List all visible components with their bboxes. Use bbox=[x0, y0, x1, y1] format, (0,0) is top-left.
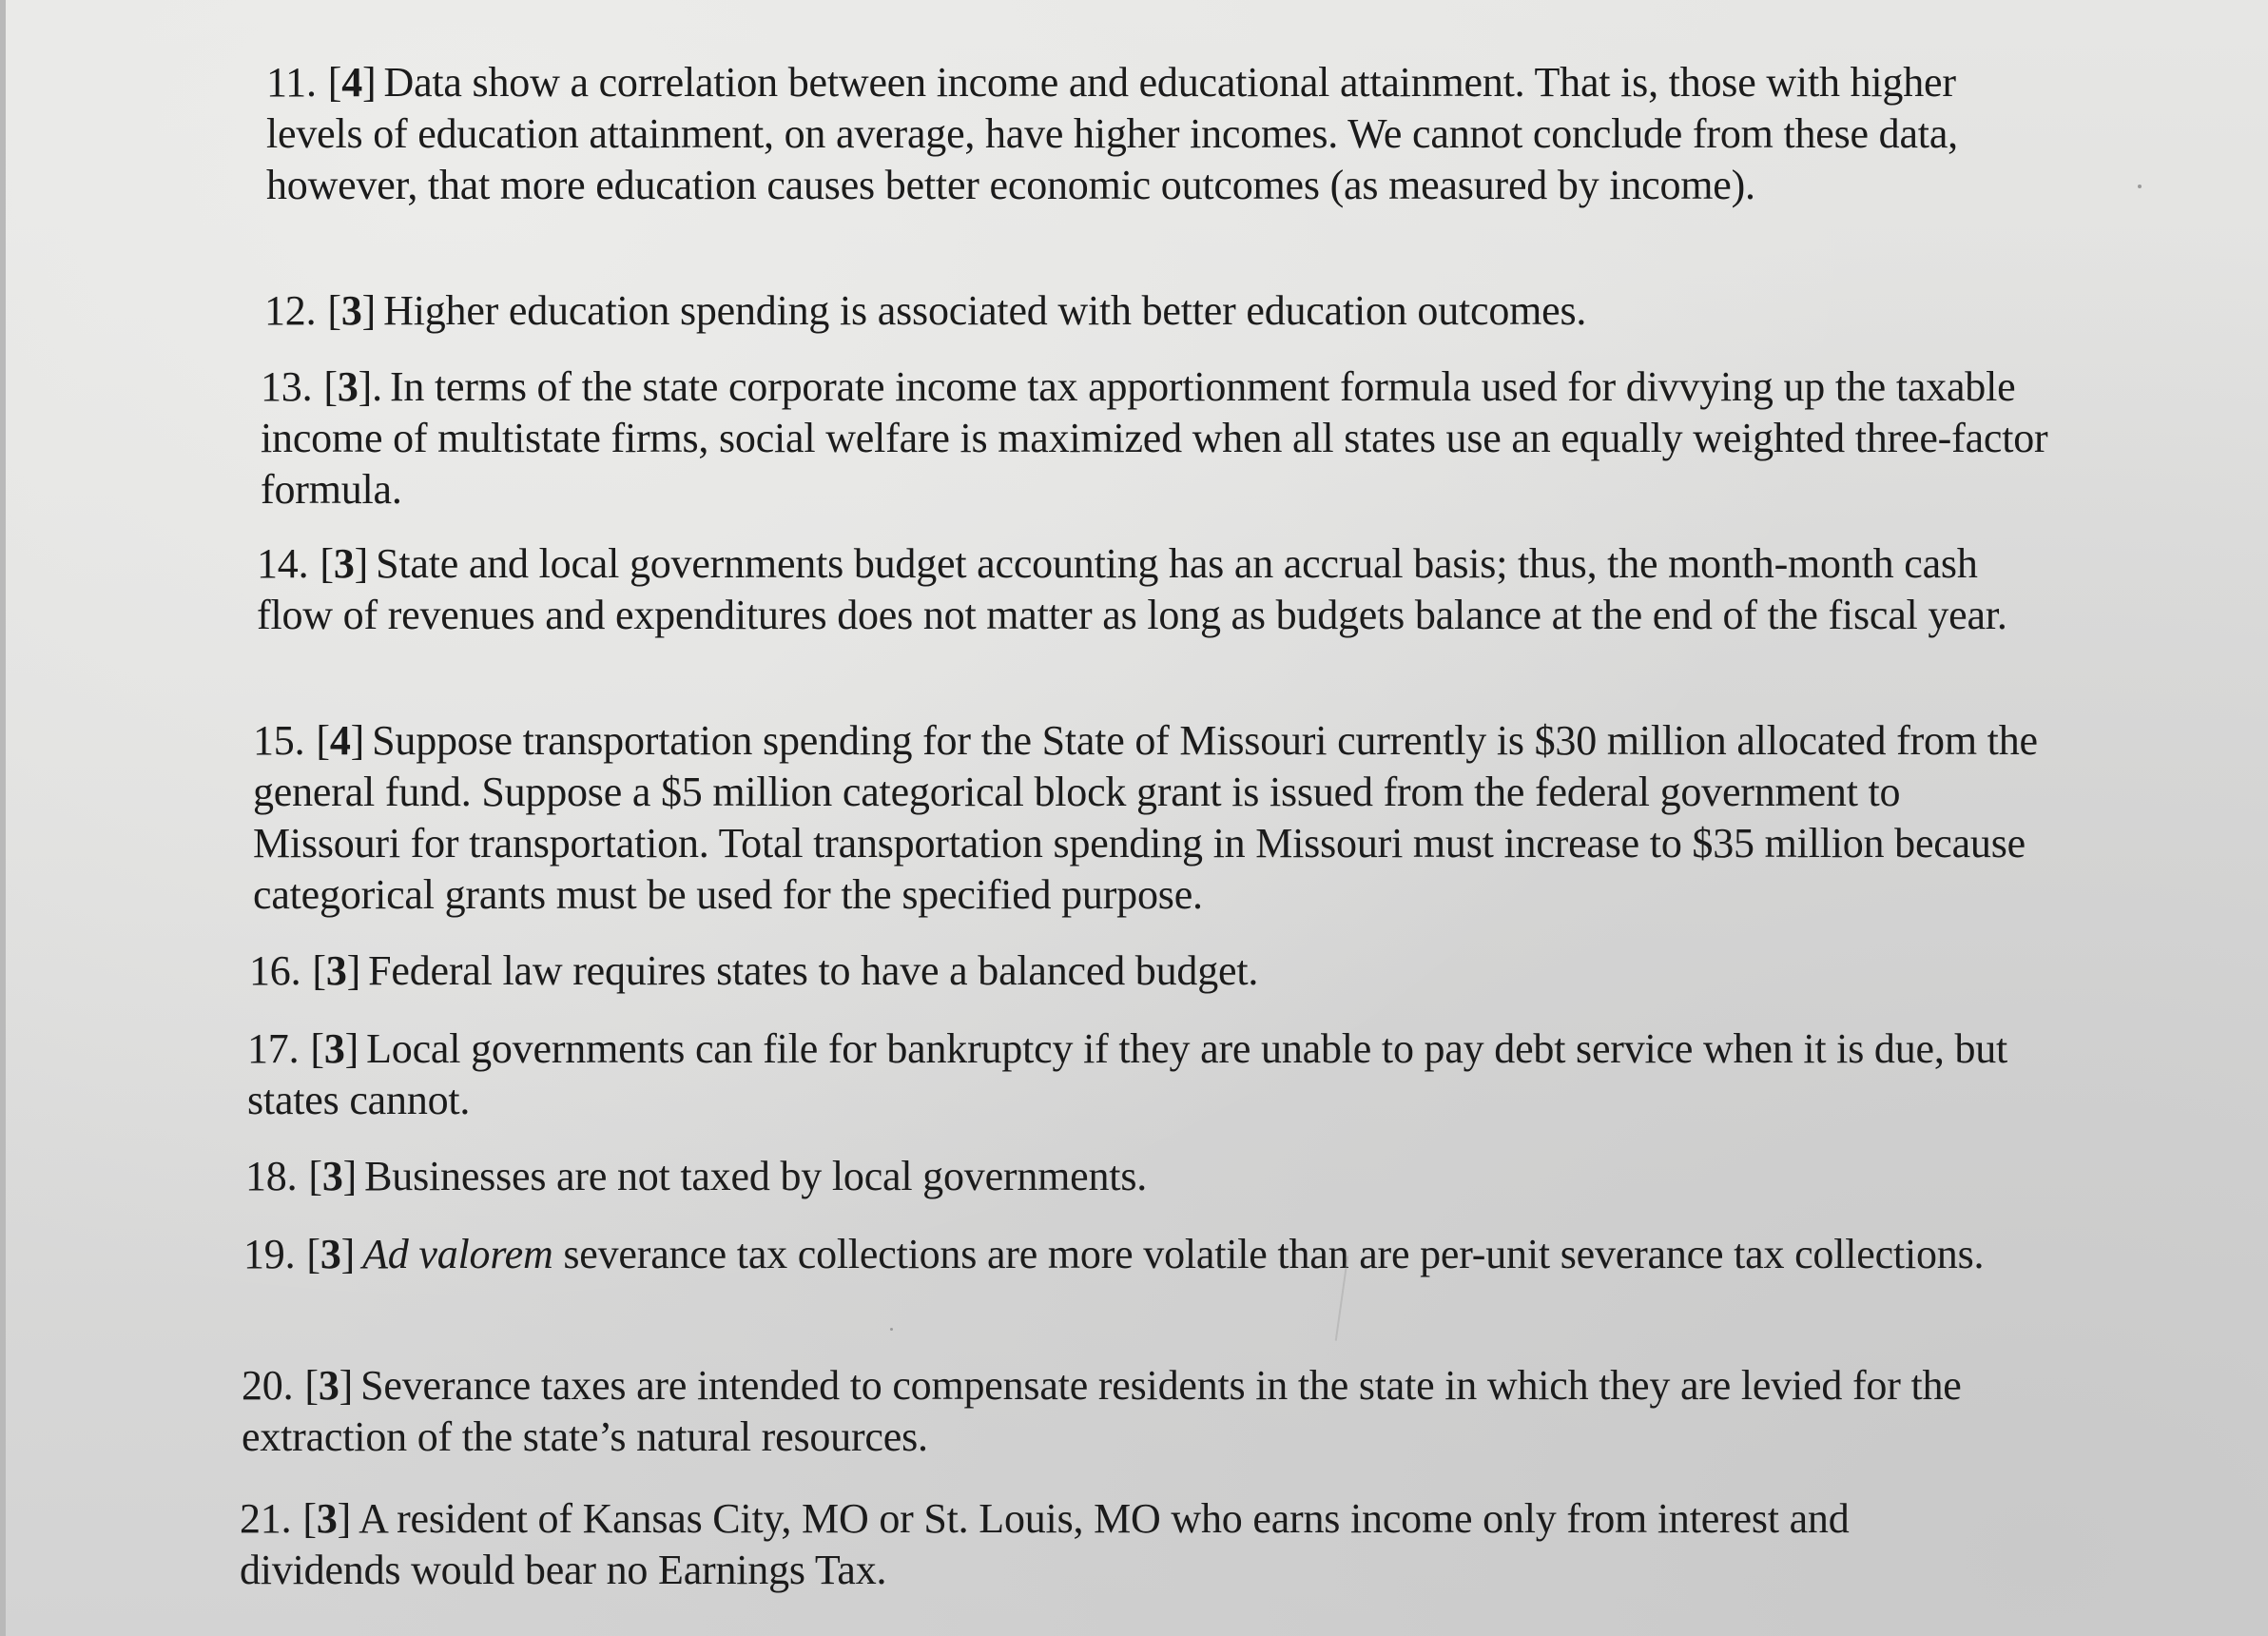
question-number: 16. bbox=[249, 947, 301, 994]
question-number: 18. bbox=[245, 1153, 298, 1199]
question-number: 12. bbox=[264, 287, 317, 334]
question-text: Businesses are not taxed by local governments. bbox=[364, 1153, 1148, 1199]
page-edge bbox=[0, 0, 6, 1636]
question-13 bbox=[261, 361, 2048, 516]
question-text: State and local governments budget accounting has an accrual basis; thus, the month-month cash flow of revenues and expenditures does not matter as long as budgets balance at the end of the fiscal year. bbox=[257, 540, 2007, 638]
question-18 bbox=[245, 1151, 2052, 1202]
question-19 bbox=[243, 1229, 2012, 1280]
question-points: [3] bbox=[302, 1495, 352, 1542]
question-points: [3] bbox=[310, 1025, 359, 1072]
question-text: Severance taxes are intended to compensate residents in the state in which they are levied for the extraction of the state’s natural resources. bbox=[242, 1362, 1962, 1460]
question-number: 11. bbox=[266, 59, 317, 106]
dust-speck bbox=[890, 1328, 893, 1331]
question-points: [3]. bbox=[323, 363, 382, 410]
question-text: Suppose transportation spending for the State of Missouri currently is $30 million allocated from the general fund. Suppose a $5 million categorical block grant is issued from the federal government to Missouri for transportation. Total transportation spending in Missouri must increase to $35 million because categorical grants must be used for the specified purpose. bbox=[253, 717, 2038, 918]
question-17 bbox=[247, 1023, 2016, 1126]
question-text: severance tax collections are more volatile than are per-unit severance tax collections. bbox=[563, 1231, 1985, 1277]
question-points: [3] bbox=[320, 540, 369, 587]
question-text: Data show a correlation between income and educational attainment. That is, those with higher levels of education attainment, on average, have higher incomes. We cannot conclude from these data, however, that more education causes better economic outcomes (as measured by income). bbox=[266, 59, 1958, 208]
question-number: 14. bbox=[257, 540, 309, 587]
question-text: Local governments can file for bankruptcy if they are unable to pay debt service when it is due, but states cannot. bbox=[247, 1025, 2008, 1123]
question-number: 19. bbox=[243, 1231, 296, 1277]
question-21 bbox=[240, 1493, 2008, 1596]
question-number: 15. bbox=[253, 717, 305, 764]
question-15 bbox=[253, 715, 2041, 921]
question-points: [3] bbox=[327, 287, 377, 334]
question-points: [4] bbox=[327, 59, 377, 106]
question-20 bbox=[242, 1360, 2048, 1463]
question-points: [3] bbox=[312, 947, 361, 994]
question-number: 13. bbox=[261, 363, 313, 410]
question-points: [3] bbox=[304, 1362, 354, 1409]
question-number: 21. bbox=[240, 1495, 292, 1542]
question-11 bbox=[266, 57, 2045, 211]
dust-speck bbox=[2138, 185, 2142, 188]
question-text: Higher education spending is associated with better education outcomes. bbox=[383, 287, 1587, 334]
question-points: [4] bbox=[316, 717, 365, 764]
question-number: 20. bbox=[242, 1362, 294, 1409]
question-12 bbox=[264, 285, 2071, 337]
question-number: 17. bbox=[247, 1025, 300, 1072]
question-points: [3] bbox=[306, 1231, 356, 1277]
question-16 bbox=[249, 945, 2056, 997]
question-points: [3] bbox=[308, 1153, 358, 1199]
question-14 bbox=[257, 538, 2045, 641]
question-text: In terms of the state corporate income tax apportionment formula used for divvying up the taxable income of multistate firms, social welfare is maximized when all states use an equally weighted three-factor formula. bbox=[261, 363, 2048, 513]
question-text: A resident of Kansas City, MO or St. Louis, MO who earns income only from interest and dividends would bear no Earnings Tax. bbox=[240, 1495, 1850, 1593]
question-text: Federal law requires states to have a balanced budget. bbox=[368, 947, 1259, 994]
question-italic-term: Ad valorem bbox=[362, 1231, 553, 1277]
